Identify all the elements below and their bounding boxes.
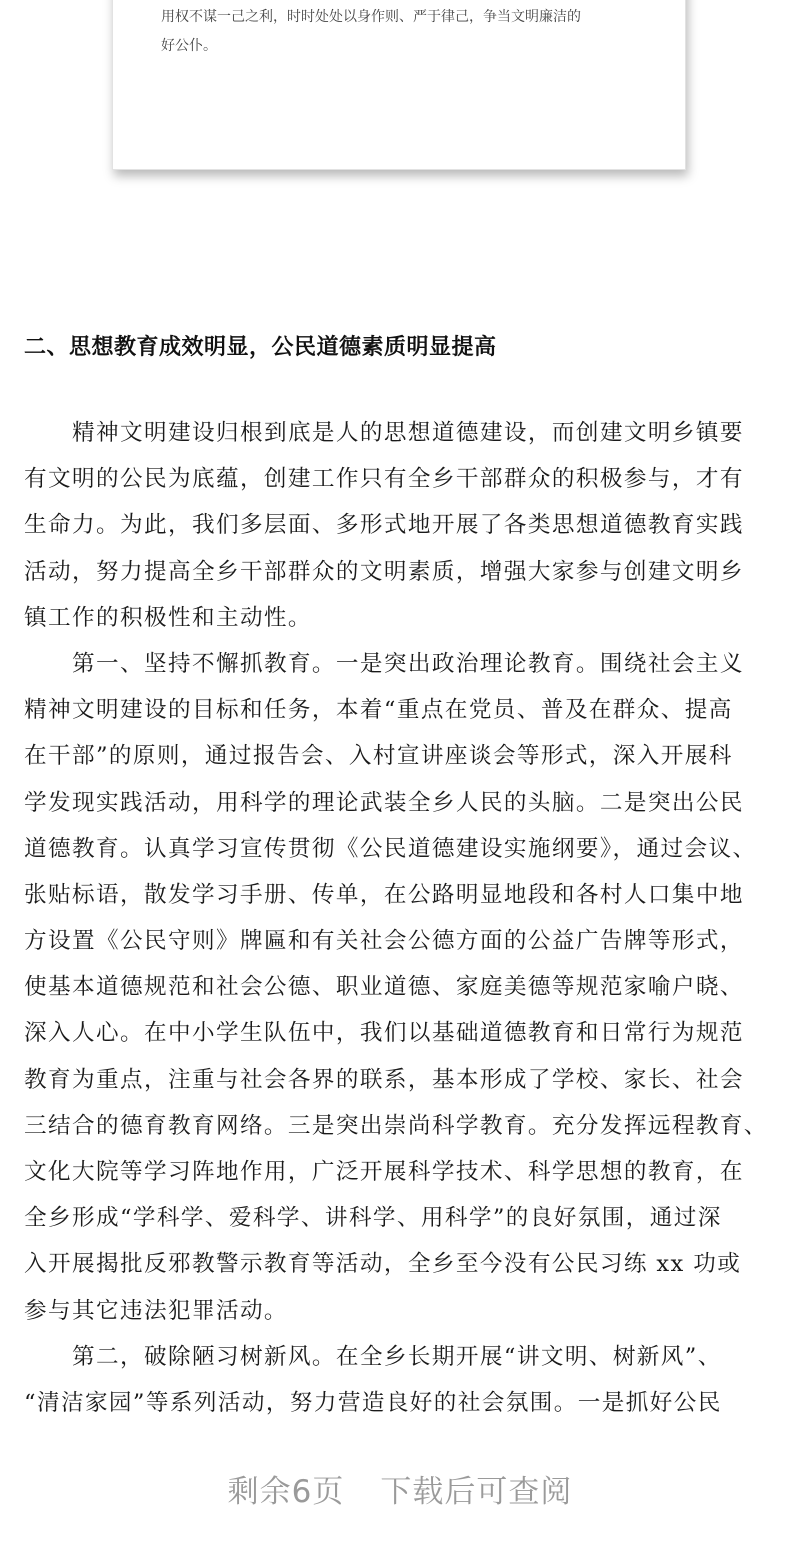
paragraph-line: 活动，努力提高全乡干部群众的文明素质，增强大家参与创建文明乡 (24, 558, 744, 585)
document-body (24, 410, 784, 1426)
paragraph-line: 第一、坚持不懈抓教育。一是突出政治理论教育。围绕社会主义 (72, 650, 744, 677)
paragraph-line: 张贴标语，散发学习手册、传单，在公路明显地段和各村人口集中地 (24, 881, 744, 908)
remaining-pages-label[interactable]: 剩余6页 (227, 1474, 345, 1510)
paragraph-line: 深入人心。在中小学生队伍中，我们以基础道德教育和日常行为规范 (24, 1020, 744, 1047)
paragraph-line: 道德教育。认真学习宣传贯彻《公民道德建设实施纲要》，通过会议、 (24, 835, 757, 862)
section-heading: 二、思想教育成效明显，公民道德素质明显提高 (24, 335, 497, 360)
paragraph-line: 第二，破除陋习树新风。在全乡长期开展“讲文明、树新风”、 (72, 1343, 722, 1370)
card-line: 好公仆。 (161, 38, 217, 54)
card-text (161, 3, 651, 61)
paragraph-line: 精神文明建设归根到底是人的思想道德建设，而创建文明乡镇要 (72, 420, 744, 446)
card-line: 用权不谋一己之利，时时处处以身作则、严于律己，争当文明廉洁的 (161, 9, 581, 25)
paragraph-line: 方设置《公民守则》牌匾和有关社会公德方面的公益广告牌等形式， (24, 928, 744, 955)
paragraph-line: 教育为重点，注重与社会各界的联系，基本形成了学校、家长、社会 (24, 1066, 744, 1093)
paragraph-line: 镇工作的积极性和主动性。 (24, 604, 312, 631)
paragraph-line: 全乡形成“学科学、爱科学、讲科学、用科学”的良好氛围，通过深 (24, 1205, 722, 1232)
previous-page-card (112, 0, 686, 170)
download-to-view-label[interactable]: 下载后可查阅 (380, 1474, 573, 1510)
paragraph-line: 使基本道德规范和社会公德、职业道德、家庭美德等规范家喻户晓、 (24, 974, 744, 1001)
download-prompt[interactable] (0, 1466, 800, 1511)
paragraph-line: 在干部”的原则，通过报告会、入村宣讲座谈会等形式，深入开展科 (24, 743, 733, 770)
paragraph-line: 生命力。为此，我们多层面、多形式地开展了各类思想道德教育实践 (24, 512, 744, 539)
paragraph-line: 精神文明建设的目标和任务，本着“重点在党员、普及在群众、提高 (24, 697, 733, 724)
paragraph-line: 入开展揭批反邪教警示教育等活动，全乡至今没有公民习练 xx 功或 (24, 1251, 742, 1278)
paragraph-line: 文化大院等学习阵地作用，广泛开展科学技术、科学思想的教育，在 (24, 1159, 744, 1185)
paragraph-line: “清洁家园”等系列活动，努力营造良好的社会氛围。一是抓好公民 (24, 1389, 722, 1416)
paragraph-line: 三结合的德育教育网络。三是突出崇尚科学教育。充分发挥远程教育、 (24, 1112, 768, 1139)
paragraph-line: 学发现实践活动，用科学的理论武装全乡人民的头脑。二是突出公民 (24, 789, 744, 816)
paragraph-line: 有文明的公民为底蕴，创建工作只有全乡干部群众的积极参与，才有 (24, 466, 744, 493)
paragraph-line: 参与其它违法犯罪活动。 (24, 1297, 288, 1324)
